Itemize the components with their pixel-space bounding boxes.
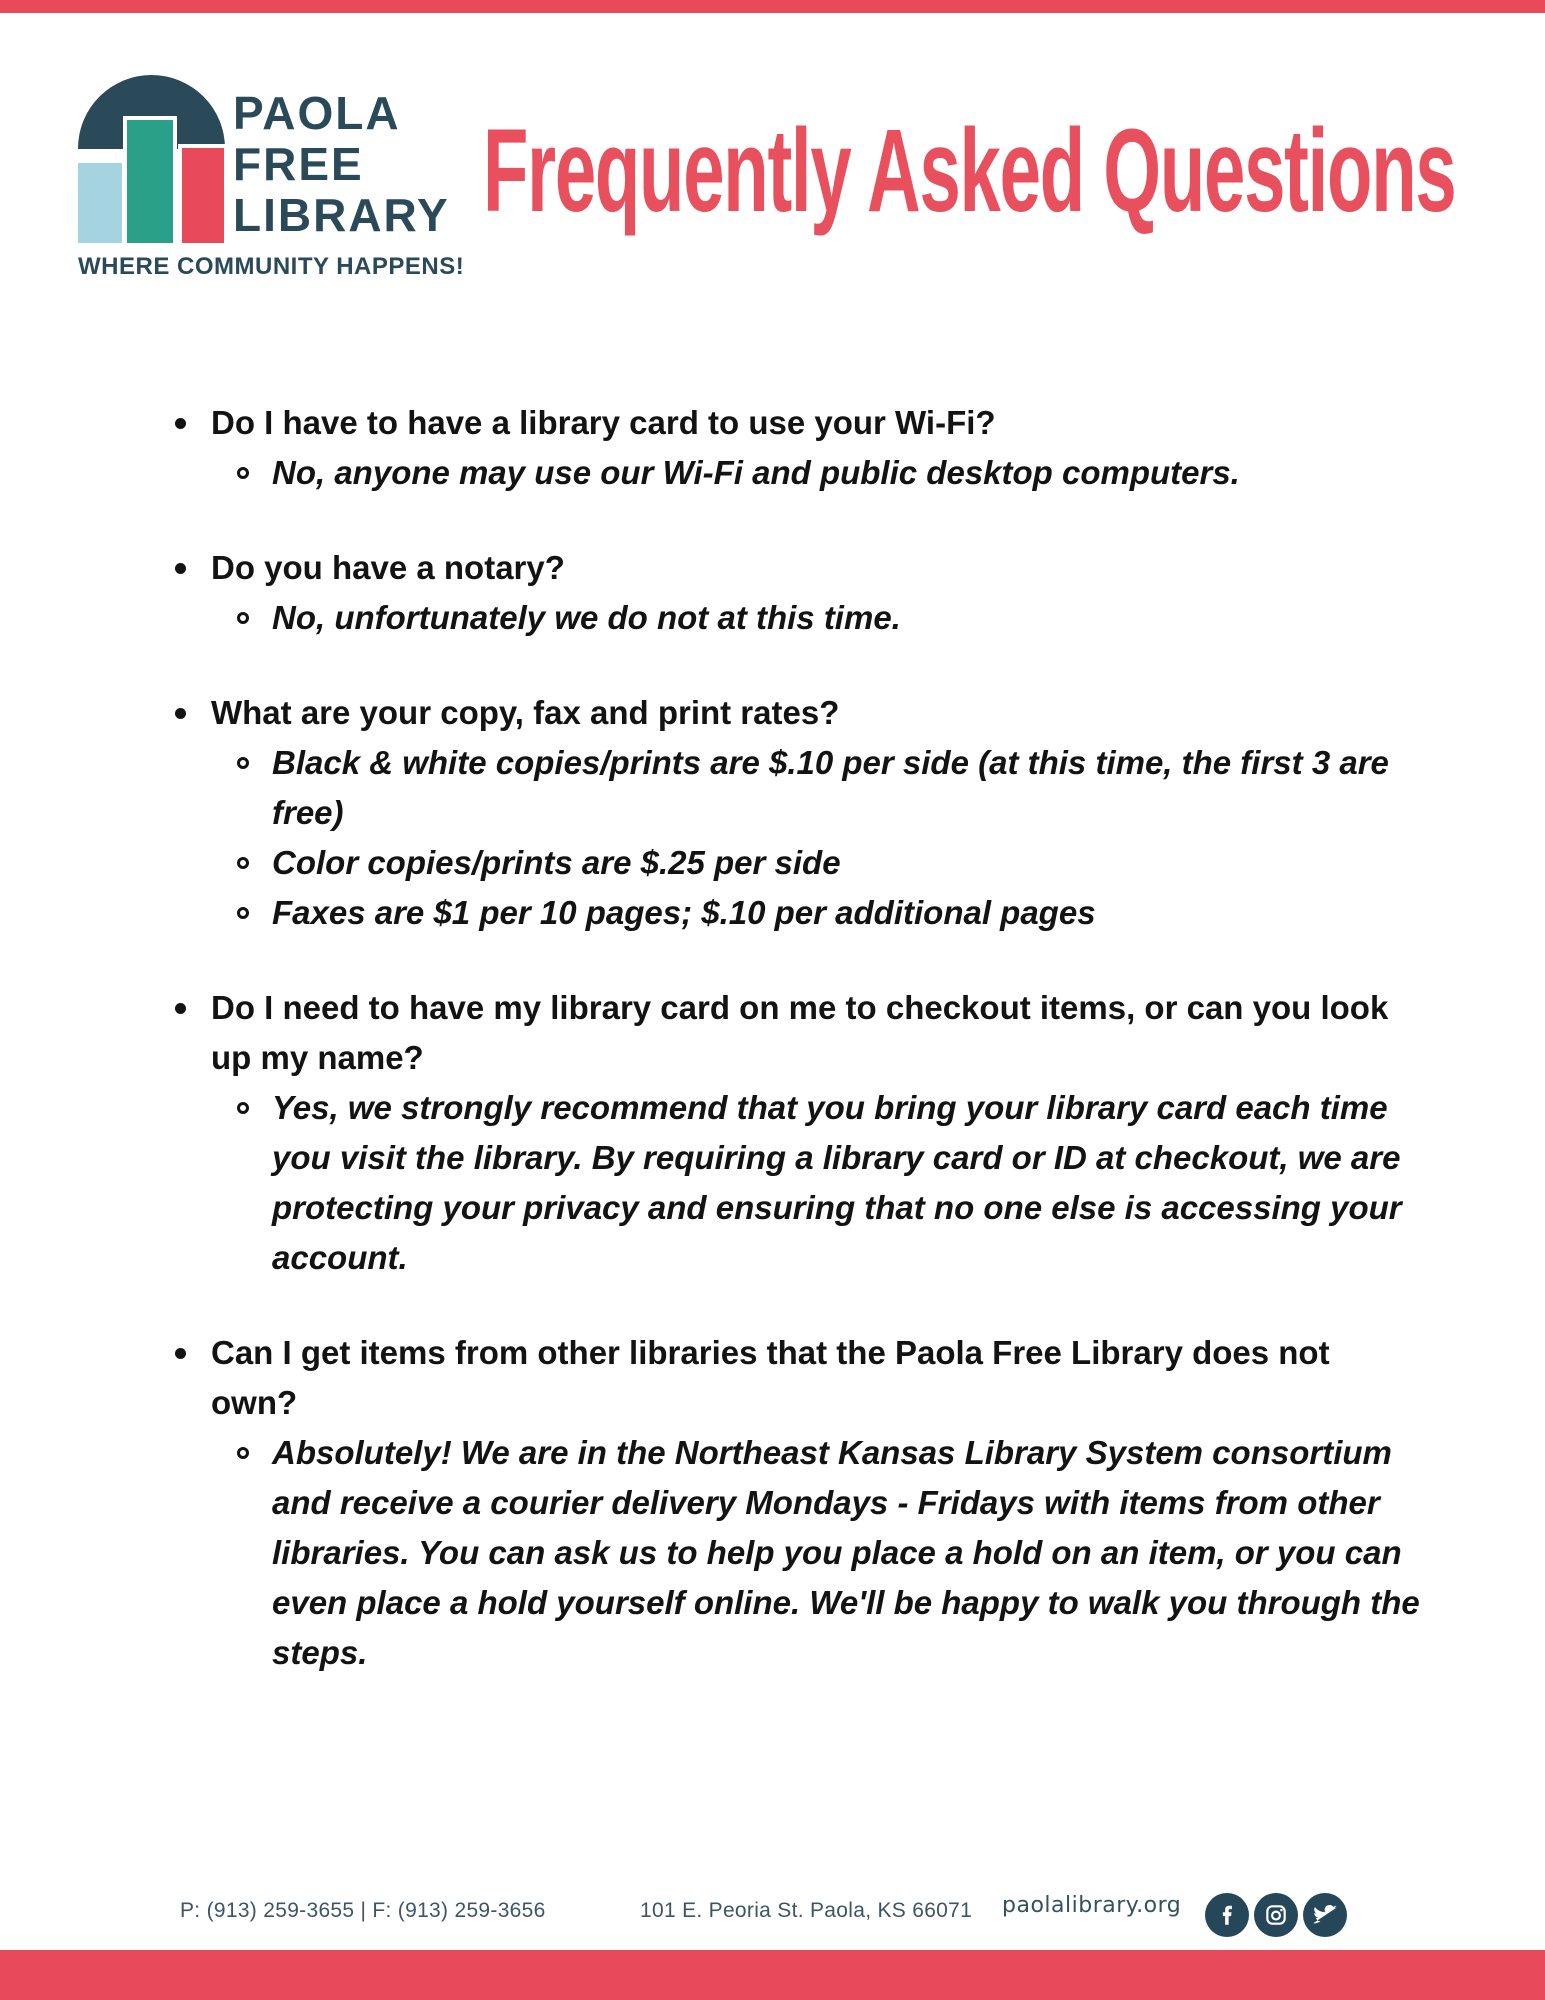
faq-answer: No, anyone may use our Wi-Fi and public desktop computers. [272, 454, 1240, 491]
bullet-icon [175, 563, 186, 574]
bullet-icon [175, 418, 186, 429]
top-accent-bar [0, 0, 1545, 13]
circle-bullet-icon [237, 857, 249, 869]
logo-line-3: LIBRARY [233, 189, 450, 241]
faq-answer: Yes, we strongly recommend that you bring your library card each time you visit the library. By requiring a library card or ID at checkout, we are protecting your privacy and ensuring that no one else is accessing your account. [272, 1089, 1402, 1276]
faq-item [175, 688, 1420, 938]
faq-answer: Color copies/prints are $.25 per side [272, 844, 841, 881]
footer-website-link[interactable]: paolalibrary.org [1002, 1893, 1182, 1918]
circle-bullet-icon [237, 1102, 249, 1114]
logo-book-bar-lightblue [78, 163, 122, 243]
circle-bullet-icon [237, 1447, 249, 1459]
faq-item [175, 1328, 1420, 1678]
faq-item [175, 543, 1420, 643]
faq-question: Do you have a notary? [211, 549, 565, 586]
social-links [1205, 1893, 1347, 1937]
twitter-icon[interactable] [1303, 1893, 1347, 1937]
bottom-accent-bar [0, 1950, 1545, 2000]
circle-bullet-icon [237, 467, 249, 479]
bullet-icon [175, 1348, 186, 1359]
faq-answer: Absolutely! We are in the Northeast Kansas Library System consortium and receive a courier delivery Mondays - Fridays with items from other libraries. You can ask us to help you place a hold on an item, or you can even place a hold yourself online. We'll be happy to walk you through the steps. [272, 1434, 1420, 1671]
faq-answer: No, unfortunately we do not at this time. [272, 599, 901, 636]
circle-bullet-icon [237, 907, 249, 919]
faq-answer: Faxes are $1 per 10 pages; $.10 per additional pages [272, 894, 1096, 931]
logo-book-bar-teal [127, 120, 173, 243]
faq-item [175, 983, 1420, 1283]
logo-wordmark [233, 88, 450, 241]
faq-question: What are your copy, fax and print rates? [211, 694, 840, 731]
footer-phone-fax: P: (913) 259-3655 | F: (913) 259-3656 [180, 1899, 546, 1922]
logo-line-1: PAOLA [233, 87, 401, 139]
faq-item [175, 398, 1420, 498]
bullet-icon [175, 708, 186, 719]
instagram-icon[interactable] [1254, 1893, 1298, 1937]
logo-tagline: WHERE COMMUNITY HAPPENS! [78, 253, 465, 280]
faq-list [175, 398, 1420, 1723]
faq-question: Can I get items from other libraries that the Paola Free Library does not own? [211, 1334, 1330, 1421]
faq-answer: Black & white copies/prints are $.10 per side (at this time, the first 3 are free) [272, 744, 1389, 831]
logo-line-2: FREE [233, 138, 364, 190]
footer-address: 101 E. Peoria St. Paola, KS 66071 [640, 1899, 973, 1922]
circle-bullet-icon [237, 612, 249, 624]
logo-book-bar-red [182, 148, 224, 243]
faq-question: Do I need to have my library card on me to checkout items, or can you look up my name? [211, 989, 1389, 1076]
bullet-icon [175, 1003, 186, 1014]
faq-question: Do I have to have a library card to use your Wi-Fi? [211, 404, 996, 441]
circle-bullet-icon [237, 757, 249, 769]
facebook-icon[interactable] [1205, 1893, 1249, 1937]
page-title: Frequently Asked Questions [483, 105, 1456, 237]
